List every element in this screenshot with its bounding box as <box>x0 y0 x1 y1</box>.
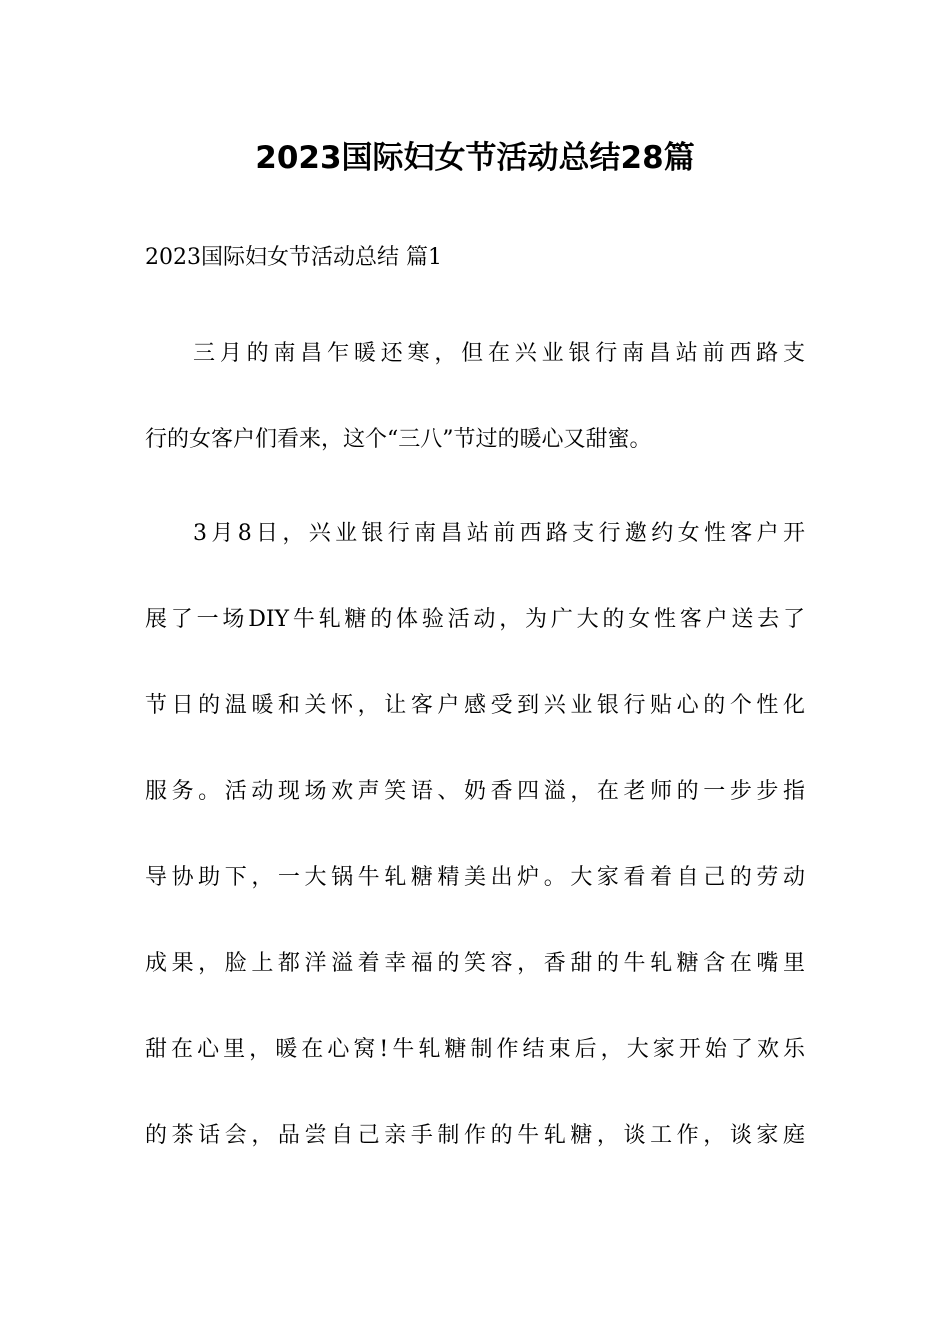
paragraph-line: 节日的温暖和关怀，让客户感受到兴业银行贴心的个性化 <box>145 693 805 718</box>
paragraph-line: 行的女客户们看来，这个“三八”节过的暖心又甜蜜。 <box>145 427 652 452</box>
paragraph-line: 的茶话会，品尝自己亲手制作的牛轧糖，谈工作，谈家庭 <box>145 1123 805 1148</box>
paragraph-line: 三月的南昌乍暖还寒，但在兴业银行南昌站前西路支 <box>193 341 805 366</box>
section-heading: 2023国际妇女节活动总结 篇1 <box>145 245 442 270</box>
paragraph-line: 3月8日，兴业银行南昌站前西路支行邀约女性客户开 <box>193 521 805 546</box>
paragraph-line: 成果，脸上都洋溢着幸福的笑容，香甜的牛轧糖含在嘴里 <box>145 951 805 976</box>
paragraph-line: 展了一场DIY牛轧糖的体验活动，为广大的女性客户送去了 <box>145 607 805 632</box>
document-title: 2023国际妇女节活动总结28篇 <box>255 140 695 176</box>
paragraph-line: 甜在心里，暖在心窝!牛轧糖制作结束后，大家开始了欢乐 <box>145 1037 805 1062</box>
paragraph-line: 服务。活动现场欢声笑语、奶香四溢，在老师的一步步指 <box>145 779 805 804</box>
paragraph-line: 导协助下，一大锅牛轧糖精美出炉。大家看着自己的劳动 <box>145 865 805 890</box>
